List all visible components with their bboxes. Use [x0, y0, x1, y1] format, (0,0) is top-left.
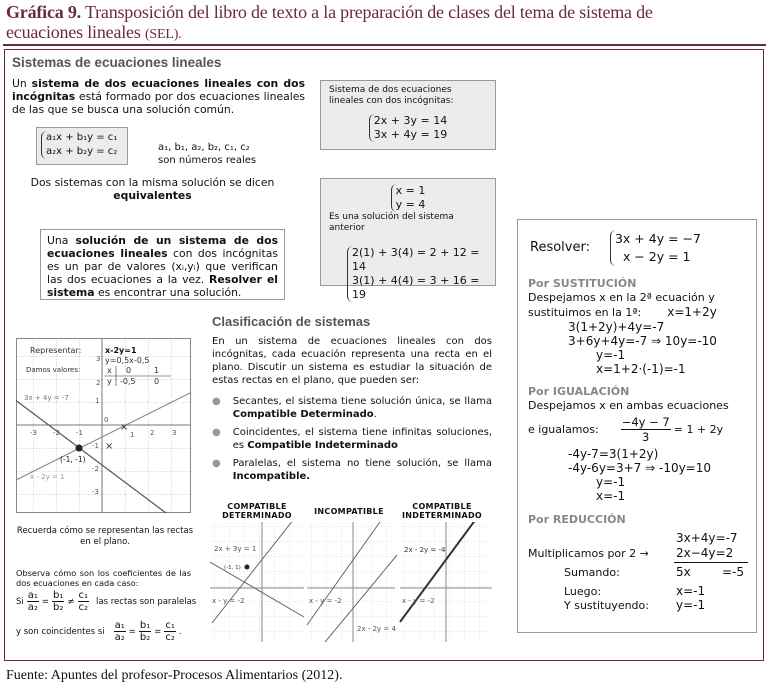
- classification-text: En un sistema de ecuaciones lineales con dos incógnitas, cada ecuación representa una recta en el plano. Discutir un sistema es estudiar la situación de estas rectas en el plano, que pueden ser:: [212, 336, 492, 386]
- eq: 3(1) + 4(4) = 3 + 16 = 19: [352, 274, 480, 301]
- resolver-label: Resolver:: [530, 240, 590, 255]
- eq: 2(1) + 3(4) = 2 + 12 = 14: [352, 246, 480, 273]
- t: Es una solución del sistema anterior: [329, 212, 454, 233]
- t-bold: Compatible Indeterminado: [247, 440, 398, 451]
- eq: =-5: [722, 565, 745, 579]
- t: Una: [47, 234, 76, 247]
- t: Sistema de dos ecuaciones lineales con dos incógnitas:: [329, 85, 454, 106]
- title-abbr: (SEL).: [144, 27, 182, 42]
- op: =: [128, 626, 136, 637]
- fraction: [139, 620, 151, 643]
- method-equalization: [528, 385, 746, 503]
- t: Por: [528, 385, 553, 398]
- t: y son coincidentes si: [16, 626, 105, 637]
- x-tick: 0: [104, 416, 109, 424]
- line-label: x - y = -2: [402, 597, 435, 605]
- eq: x=-1: [596, 489, 626, 503]
- num: b₁: [139, 620, 151, 631]
- coincident-condition: y son coincidentes si $\frac{\text{a₁}}{\text{a₂}}$ = $\frac{\text{b₁}}{\text{b₂}}$ = $\frac{\text{c₁}}{\text{c₂}}$ .: [16, 620, 182, 643]
- den: b₂: [53, 602, 64, 613]
- t-bold: Incompatible.: [232, 471, 311, 482]
- intersection-point: [245, 565, 250, 570]
- method-title: REDUCCIÓN: [552, 513, 626, 526]
- line-label: x - 2y = 1: [30, 473, 65, 481]
- fraction: [164, 620, 176, 643]
- fraction: [52, 590, 64, 613]
- equation-explicit: y=0,5x-0,5: [105, 356, 150, 365]
- method-reduction: [528, 513, 746, 623]
- t: es encontrar una solución.: [94, 286, 242, 299]
- den: b₂: [139, 632, 151, 643]
- den: a₂: [27, 602, 38, 613]
- equiv-note: [20, 176, 285, 202]
- verification: [347, 246, 487, 302]
- eq: y = 4: [395, 198, 426, 211]
- line-label: 2x - 2y = 4: [357, 625, 396, 633]
- t: Sumando:: [564, 566, 620, 579]
- t: Despejamos x en ambas ecuaciones: [528, 399, 729, 412]
- point-label: (-1, -1): [60, 455, 86, 464]
- eq: y=-1: [676, 598, 706, 612]
- eq: a₂x + b₂y = c₂: [46, 146, 118, 157]
- t: Un: [12, 77, 32, 90]
- t-bold: Resolver el sistema: [47, 273, 278, 299]
- fraction: [114, 620, 126, 643]
- fraction: [621, 415, 671, 444]
- figure-label: Gráfica 9.: [6, 2, 81, 22]
- example-system-box: [320, 80, 496, 150]
- graph-incompatible: [307, 522, 397, 642]
- num: −4y − 7: [621, 415, 670, 429]
- point-label: (-1, 1): [224, 565, 241, 571]
- t: Multiplicamos por 2 →: [528, 547, 649, 560]
- intersection-point: [76, 445, 83, 452]
- line-label: x - y = -2: [212, 597, 245, 605]
- method-title: IGUALACIÓN: [552, 385, 630, 398]
- t: .: [373, 409, 377, 420]
- t: a₁, b₁, a₂, b₂, c₁, c₂: [158, 142, 250, 153]
- graph-compatible-determinado: [210, 522, 304, 642]
- line-label: 2x + 3y = 1: [214, 545, 257, 553]
- fraction: [78, 590, 90, 613]
- t: Por: [528, 277, 553, 290]
- table-x-val: 1: [154, 366, 160, 375]
- x-tick: 2: [150, 429, 155, 437]
- t-bold: equivalentes: [113, 189, 192, 202]
- eq: -4y-6y=3+7 ⇒ -10y=10: [568, 461, 712, 475]
- eq: 5x: [676, 565, 691, 579]
- table-y-val: -0,5: [120, 377, 136, 386]
- bullet-icon: ●: [212, 458, 221, 469]
- eq: -4y-7=3(1+2y): [568, 447, 659, 461]
- t-bold: solución de un sistema de dos ecuaciones lineales: [47, 234, 279, 260]
- t: con dos incógnitas es un par de valores (xᵢ,yᵢ) que verifican las dos ecuaciones a la vez.: [47, 247, 278, 286]
- y-tick: -3: [92, 488, 99, 496]
- line-label: 3x + 4y = -7: [24, 394, 69, 402]
- general-system-box: [36, 127, 128, 165]
- classification-graphs: [210, 522, 500, 642]
- eq: x = 1: [395, 184, 426, 197]
- t: Por: [528, 513, 553, 526]
- op: =: [154, 626, 162, 637]
- op: ≠: [67, 596, 75, 607]
- t: sustituimos en la 1ª:: [528, 306, 642, 319]
- cross-mark: ×: [105, 441, 114, 452]
- section-heading: Sistemas de ecuaciones lineales: [12, 55, 222, 70]
- coef-note: [158, 141, 256, 167]
- classification-list: [212, 390, 492, 483]
- system: [610, 230, 701, 266]
- solution-definition-box: [40, 229, 285, 300]
- cross-mark: ×: [120, 422, 129, 433]
- title-rule: [3, 44, 766, 46]
- eq: 2x + 3y = 14: [373, 114, 448, 127]
- y-tick: -2: [92, 465, 99, 473]
- list-item: [212, 395, 492, 421]
- sum-rule: [674, 562, 748, 563]
- list-item: [212, 457, 492, 483]
- den: 3: [642, 430, 650, 444]
- t: Si: [16, 596, 24, 607]
- op: =: [41, 596, 50, 607]
- eq: a₁x + b₁y = c₁: [46, 132, 118, 143]
- table-x: x: [107, 366, 112, 375]
- solving-methods-box: [517, 219, 757, 633]
- graph-title: COMPATIBLE DETERMINADO: [222, 502, 292, 520]
- eq: 3x+4y=-7: [676, 531, 738, 545]
- t: son números reales: [158, 155, 257, 166]
- fraction: [27, 590, 39, 613]
- t: Secantes, el sistema tiene solución única, se llama: [232, 396, 492, 407]
- remember-note: Recuerda cómo se representan las rectas en el plano.: [16, 526, 194, 547]
- y-tick: 2: [96, 379, 101, 387]
- eq: 3+6y+4y=-7 ⇒ 10y=-10: [568, 334, 717, 348]
- title-text-2: ecuaciones lineales: [6, 22, 145, 42]
- den: c₂: [78, 602, 89, 613]
- table-x-val: 0: [126, 366, 132, 375]
- x-tick: -2: [53, 429, 60, 437]
- t: las rectas son paralelas: [96, 596, 197, 607]
- t: Dos sistemas con la misma solución se dicen: [30, 176, 275, 189]
- eq: = 1 + 2y: [673, 422, 724, 436]
- intro-paragraph: [12, 77, 305, 116]
- t: e igualamos:: [528, 422, 599, 436]
- t: Y sustituyendo:: [564, 599, 649, 612]
- table-y-val: 0: [154, 377, 160, 386]
- eq: y=-1: [596, 348, 626, 362]
- general-system: [41, 131, 117, 159]
- graph-compatible-indeterminado: [400, 522, 492, 642]
- num: a₁: [27, 590, 38, 601]
- graph-title: COMPATIBLE INDETERMINADO: [401, 502, 483, 520]
- represent-label: Representar:: [30, 346, 82, 355]
- bullet-icon: ●: [212, 427, 221, 438]
- graph-title: INCOMPATIBLE: [314, 507, 384, 516]
- x-tick: 1: [130, 431, 135, 439]
- title-text: Transposición del libro de texto a la preparación de clases del tema de sistema de: [80, 2, 653, 22]
- eq: y=-1: [596, 475, 626, 489]
- method-substitution: [528, 277, 746, 376]
- eq: 2x−4y=2: [676, 546, 734, 560]
- solution-values: [391, 184, 426, 212]
- y-tick: 3: [96, 355, 101, 363]
- figure-title: [6, 2, 768, 45]
- t: Despejamos x en la 2ª ecuación y: [528, 291, 715, 304]
- table-y: y: [107, 377, 112, 386]
- t: Paralelas, el sistema no tiene solución, se llama: [232, 458, 492, 469]
- solution-example-box: [320, 178, 496, 301]
- y-tick: 1: [95, 397, 100, 405]
- x-tick: 3: [172, 429, 177, 437]
- parallel-condition: [16, 590, 196, 613]
- eq: 3(1+2y)+4y=-7: [568, 320, 665, 334]
- den: c₂: [165, 632, 175, 643]
- source-footer: Fuente: Apuntes del profesor-Procesos Alimentarios (2012).: [6, 668, 343, 683]
- list-item: [212, 426, 492, 452]
- line-label: 2x - 2y = -4: [404, 546, 446, 554]
- t: Coincidentes, el sistema tiene infinitas soluciones, es: [232, 427, 492, 451]
- num: c₁: [78, 590, 89, 601]
- bullet-icon: ●: [212, 396, 221, 407]
- num: a₁: [114, 620, 125, 631]
- line-label: x - y = -2: [309, 597, 342, 605]
- y-tick: -1: [92, 442, 99, 450]
- t: Luego:: [564, 585, 602, 598]
- observe-note: Observa cómo son los coeficientes de las dos ecuaciones en cada caso:: [16, 568, 191, 588]
- t-bold: Compatible Determinado: [232, 409, 374, 420]
- eq: x=1+2y: [667, 305, 717, 319]
- eq: 3x + 4y = 19: [373, 128, 448, 141]
- den: a₂: [114, 632, 125, 643]
- classification-heading: Clasificación de sistemas: [212, 314, 371, 329]
- eq: x − 2y = 1: [622, 249, 691, 264]
- equation: x-2y=1: [105, 346, 137, 355]
- method-title: SUSTITUCIÓN: [552, 277, 637, 290]
- num: c₁: [165, 620, 175, 631]
- eq: 3x + 4y = −7: [614, 231, 701, 246]
- example-system: [369, 114, 447, 142]
- eq: x=1+2·(-1)=-1: [596, 362, 686, 376]
- eq: x=-1: [676, 584, 706, 598]
- t: está formado por dos ecuaciones lineales de las que se busca una solución común.: [12, 90, 305, 116]
- x-tick: -1: [76, 429, 83, 437]
- x-tick: -3: [30, 429, 37, 437]
- num: b₁: [53, 590, 64, 601]
- t-bold: sistema de dos ecuaciones lineales con dos incógnitas: [12, 77, 305, 103]
- line-graph: [16, 338, 191, 513]
- values-label: Damos valores:: [26, 366, 81, 374]
